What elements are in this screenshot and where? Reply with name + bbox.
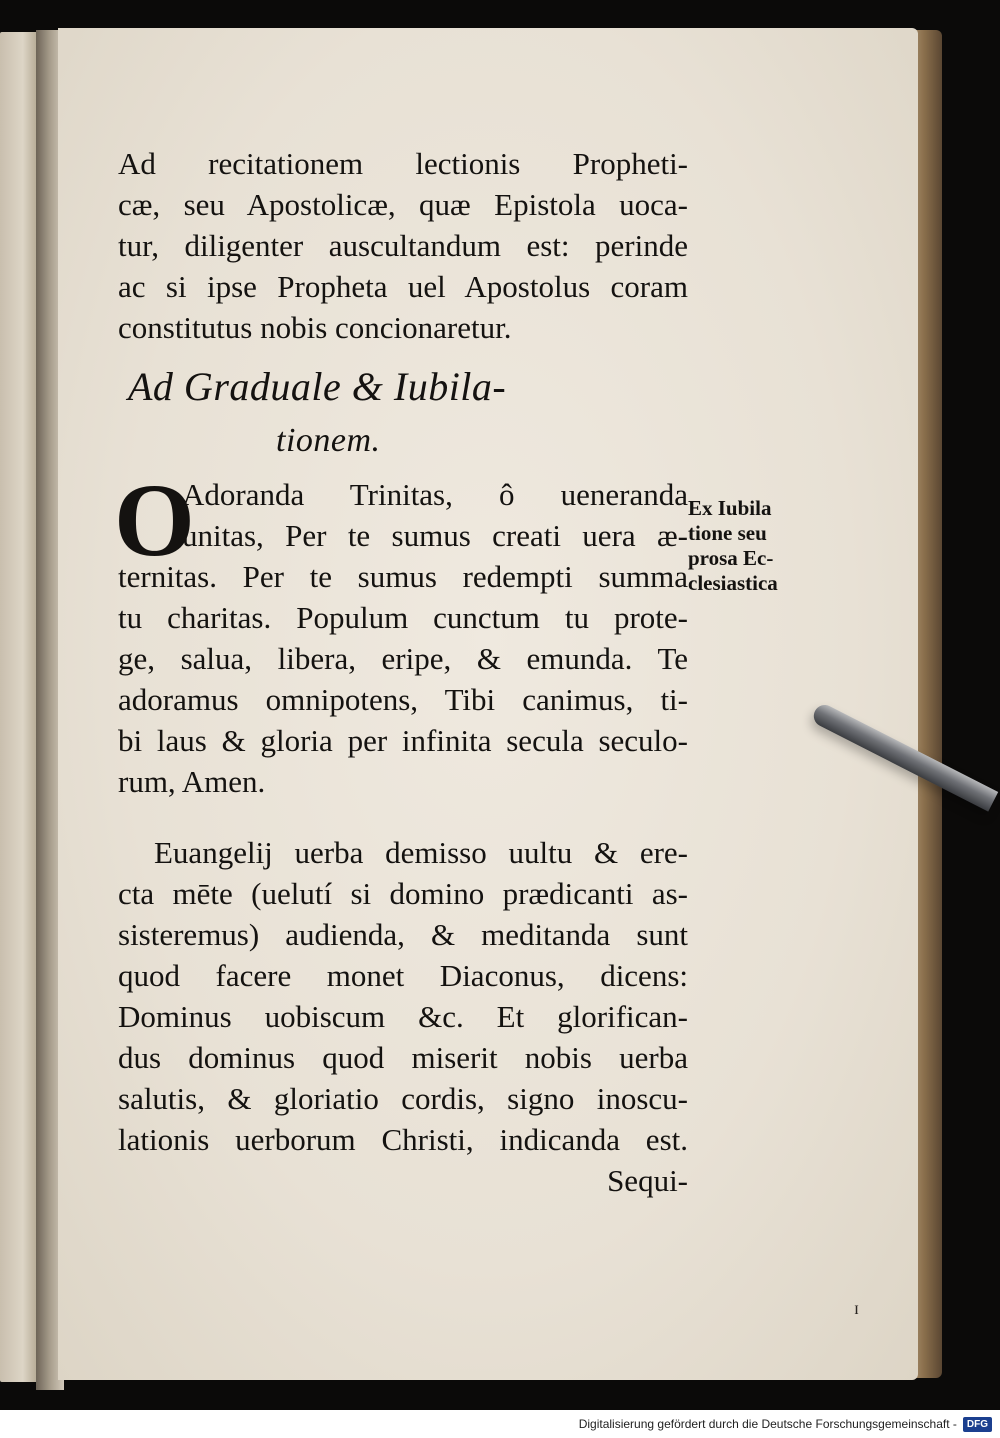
text-line: sisteremus) audienda, & meditanda sunt	[118, 917, 688, 952]
text-line: cæ, seu Apostolicæ, quæ Epistola uoca-	[118, 187, 688, 222]
previous-page-edge	[0, 32, 38, 1382]
hymn-paragraph	[114, 463, 688, 802]
text-line: Adoranda Trinitas, ô ueneranda	[182, 477, 688, 512]
marginal-line: prosa Ec-	[688, 546, 774, 570]
paragraph-gospel	[118, 832, 688, 1201]
text-line: salutis, & gloriatio cordis, signo inoscu-	[118, 1081, 688, 1116]
text-line: adoramus omnipotens, Tibi canimus, ti-	[118, 682, 688, 717]
text-line: dus dominus quod miserit nobis uerba	[118, 1040, 688, 1075]
footer-credit: Digitalisierung gefördert durch die Deutsche Forschungsgemeinschaft -	[578, 1417, 957, 1431]
marginal-line: clesiastica	[688, 571, 778, 595]
dfg-logo: DFG	[963, 1417, 992, 1432]
page-mark: ɪ	[854, 1298, 860, 1318]
drop-cap: O	[114, 463, 195, 578]
text-line: Euangelij uerba demisso uultu & ere-	[154, 835, 688, 870]
text-line: tur, diligenter auscultandum est: perinde	[118, 228, 688, 263]
text-line: Dominus uobiscum &c. Et glorifican-	[118, 999, 688, 1034]
text-line: bi laus & gloria per infinita secula seculo-	[118, 723, 688, 758]
catchword: Sequi-	[607, 1163, 688, 1198]
text-line: cta mēte (uelutí si domino prædicanti as-	[118, 876, 688, 911]
marginal-line: tione seu	[688, 521, 767, 545]
text-line: rum, Amen.	[118, 764, 266, 799]
text-line: lationis uerborum Christi, indicanda est.	[118, 1122, 688, 1157]
heading-line-1: Ad Graduale & Iubila-	[128, 364, 507, 409]
main-text-block	[114, 143, 688, 1201]
marginal-note	[688, 496, 818, 596]
section-heading	[118, 360, 688, 468]
text-line: ac si ipse Propheta uel Apostolus coram	[118, 269, 688, 304]
marginal-line: Ex Iubila	[688, 496, 772, 520]
text-line: unitas, Per te sumus creati uera æ-	[182, 518, 688, 553]
digitization-footer	[0, 1410, 1000, 1438]
heading-line-2: tionem.	[276, 422, 381, 459]
text-line: quod facere monet Diaconus, dicens:	[118, 958, 688, 993]
text-line: ternitas. Per te sumus redempti summa	[118, 559, 688, 594]
text-line: Ad recitationem lectionis Propheti-	[118, 146, 688, 181]
text-line: ge, salua, libera, eripe, & emunda. Te	[118, 641, 688, 676]
book-page	[58, 28, 918, 1380]
text-line: constitutus nobis concionaretur.	[118, 310, 512, 345]
paragraph-epistle	[118, 143, 688, 348]
text-line: tu charitas. Populum cunctum tu prote-	[118, 600, 688, 635]
